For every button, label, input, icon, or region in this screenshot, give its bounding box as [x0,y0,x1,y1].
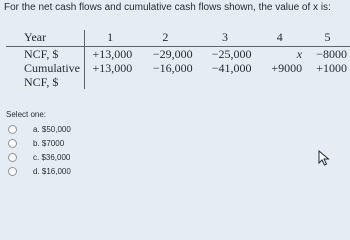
ncf-year-4: x [296,47,303,61]
header-year-3: 3 [196,30,255,47]
cum-year-3: −41,000 [211,61,252,75]
cash-flow-table [6,30,350,89]
radio-button-icon[interactable] [8,153,17,162]
ncf-year-2: −29,000 [152,47,193,61]
header-year-label: Year [6,30,85,47]
radio-button-icon[interactable] [8,139,17,148]
table-header-row [6,30,350,47]
option-c-label: c. $36,000 [33,152,71,162]
option-b[interactable] [8,136,71,150]
option-b-label: b. $7000 [33,138,65,148]
table-row-ncf [6,47,350,62]
row-label-cumulative: Cumulative [24,61,80,75]
radio-button-icon[interactable] [8,167,17,176]
cum-year-4: +9000 [271,61,303,75]
header-year-1: 1 [85,30,136,47]
row-label-ncf: NCF, $ [24,47,59,61]
ncf-year-5: −8000 [316,47,347,61]
select-one-label: Select one: [6,110,47,119]
table-row-cumulative [6,61,350,75]
option-a-label: a. $50,000 [33,124,71,134]
cum-year-1: +13,000 [85,61,136,75]
option-c[interactable] [8,150,71,164]
cum-year-5: +1000 [316,61,347,75]
answer-options [8,122,71,178]
option-d-label: d. $16,000 [33,166,71,176]
ncf-year-3: −25,000 [211,47,252,61]
table-row-cumulative-cont [6,75,350,89]
option-d[interactable] [8,164,71,178]
row-label-cumulative-unit: NCF, $ [24,75,59,89]
question-text: For the net cash flows and cumulative cash flows shown, the value of x is: [4,2,331,13]
header-year-5: 5 [305,30,350,47]
header-year-2: 2 [135,30,195,47]
option-a[interactable] [8,122,71,136]
mouse-pointer-icon [318,150,332,166]
ncf-year-1: +13,000 [85,47,136,62]
cum-year-2: −16,000 [152,61,193,75]
radio-button-icon[interactable] [8,125,17,134]
header-year-4: 4 [254,30,305,47]
